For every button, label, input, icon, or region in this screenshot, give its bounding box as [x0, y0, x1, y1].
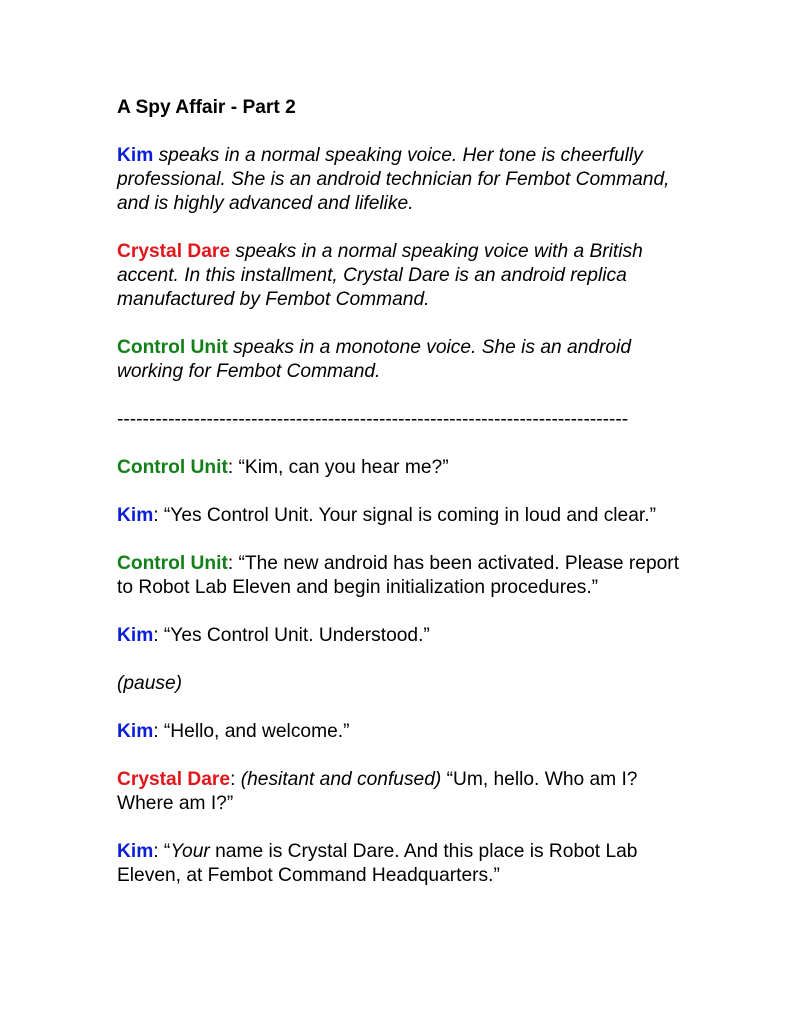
- dialogue-text: name is Crystal Dare. And this place is Robot Lab Eleven, at Fembot Command Headquarters.”: [117, 841, 638, 886]
- speaker-name: Crystal Dare: [117, 769, 231, 790]
- dialogue-text: “Um, hello. Who am I? Where am I?”: [117, 769, 638, 814]
- character-description-text: speaks in a normal speaking voice with a British accent. In this installment, Crystal Dare is an android replica manufactured by Fembot Command.: [117, 241, 643, 310]
- stage-direction: (pause): [117, 673, 183, 694]
- dialogue-line: [117, 624, 682, 648]
- dialogue-text: : “Hello, and welcome.”: [153, 721, 350, 742]
- character-name: Crystal Dare: [117, 241, 231, 262]
- dialogue-text: : “Yes Control Unit. Understood.”: [153, 625, 430, 646]
- character-name: Control Unit: [117, 337, 228, 358]
- dialogue-text: :: [230, 769, 241, 790]
- dialogue-text: : “Yes Control Unit. Your signal is coming in loud and clear.”: [153, 505, 656, 526]
- speaker-name: Control Unit: [117, 553, 228, 574]
- section-divider: --------------------------------------------------------------------------------: [117, 409, 629, 430]
- character-description-kim: [117, 144, 682, 216]
- script-content: [117, 96, 682, 912]
- dialogue-line: [117, 720, 682, 744]
- dialogue-text: : “: [153, 841, 171, 862]
- stage-direction-inline: (hesitant and confused): [240, 769, 442, 790]
- speaker-name: Kim: [117, 721, 154, 742]
- character-name: Kim: [117, 145, 154, 166]
- character-description-crystal-dare: [117, 240, 682, 312]
- character-description-control-unit: [117, 336, 682, 384]
- document-title: A Spy Affair - Part 2: [117, 97, 296, 118]
- dialogue-line: [117, 840, 682, 888]
- speaker-name: Kim: [117, 625, 154, 646]
- speaker-name: Control Unit: [117, 457, 228, 478]
- emphasized-word: Your: [170, 841, 210, 862]
- character-description-text: speaks in a normal speaking voice. Her tone is cheerfully professional. She is an android technician for Fembot Command, and is highly advanced and lifelike.: [117, 145, 670, 214]
- dialogue-text: : “Kim, can you hear me?”: [227, 457, 449, 478]
- dialogue-text: : “The new android has been activated. Please report to Robot Lab Eleven and begin initialization procedures.”: [117, 553, 680, 598]
- character-description-text: speaks in a monotone voice. She is an android working for Fembot Command.: [117, 337, 632, 382]
- dialogue-line: [117, 456, 682, 480]
- dialogue-line: [117, 504, 682, 528]
- speaker-name: Kim: [117, 505, 154, 526]
- dialogue-line: [117, 768, 682, 816]
- speaker-name: Kim: [117, 841, 154, 862]
- dialogue-line: [117, 552, 682, 600]
